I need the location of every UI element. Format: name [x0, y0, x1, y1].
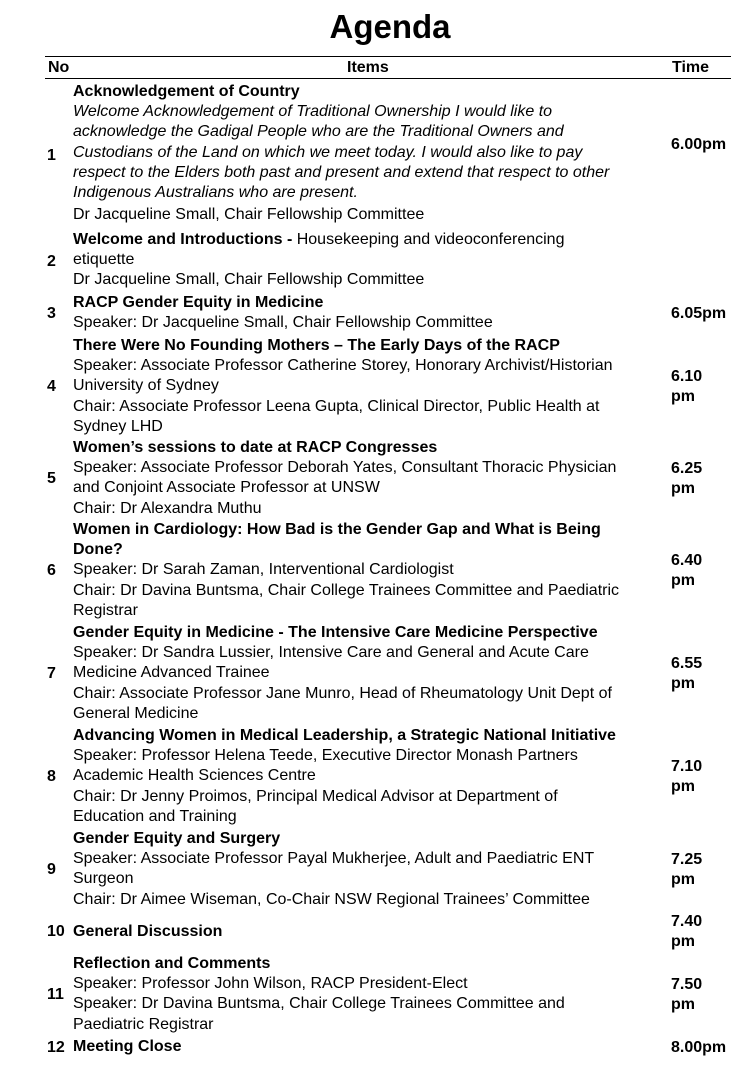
time-line: 6.40 [671, 551, 703, 569]
row-items [73, 293, 665, 333]
agenda-row [45, 336, 731, 438]
row-number: 5 [47, 470, 56, 487]
item-detail-line: Chair: Dr Davina Buntsma, Chair College Trainees Committee and Paediatric [73, 581, 620, 599]
agenda-row [45, 230, 731, 293]
item-detail-line: Medicine Advanced Trainee [73, 664, 270, 682]
item-detail-line: University of Sydney [73, 377, 219, 395]
item-detail-line: Sydney LHD [73, 417, 163, 435]
time-line: 6.25 [671, 459, 703, 477]
row-number: 1 [47, 146, 56, 164]
row-number: 11 [47, 986, 64, 1003]
item-title: Women in Cardiology: How Bad is the Gender Gap and What is Being [73, 521, 601, 538]
item-detail-line: Chair: Dr Jenny Proimos, Principal Medical Advisor at Department of [73, 787, 558, 805]
row-number: 4 [47, 378, 56, 395]
item-title: RACP Gender Equity in Medicine [73, 294, 324, 311]
item-detail-line: Speaker: Professor Helena Teede, Executive Director Monash Partners [73, 747, 578, 765]
row-number: 9 [47, 861, 56, 878]
item-title: Meeting Close [73, 1038, 182, 1055]
row-time [671, 911, 731, 953]
row-time [671, 520, 731, 622]
time-line: pm [671, 871, 695, 888]
row-time [671, 82, 731, 229]
item-title: Reflection and Comments [73, 955, 271, 972]
item-detail-line: General Medicine [73, 704, 199, 722]
row-items [73, 922, 665, 942]
item-detail-line: Education and Training [73, 807, 237, 825]
column-header-time: Time [672, 59, 710, 76]
time-line: 6.05pm [671, 304, 727, 322]
time-line: 6.00pm [671, 136, 727, 153]
item-title-suffix: Housekeeping and videoconferencing [296, 231, 565, 248]
item-detail-line: Dr Jacqueline Small, Chair Fellowship Committee [73, 206, 425, 224]
row-time [671, 293, 731, 335]
item-detail-line: Speaker: Dr Sandra Lussier, Intensive Care and General and Acute Care [73, 644, 589, 662]
agenda-row [45, 438, 731, 520]
row-items [73, 82, 665, 225]
agenda-row [45, 82, 731, 229]
item-detail-line: Speaker: Associate Professor Payal Mukherjee, Adult and Paediatric ENT [73, 850, 595, 868]
agenda-row [45, 726, 731, 828]
row-time [671, 726, 731, 828]
item-detail-line: Surgeon [73, 870, 134, 888]
time-line: pm [671, 933, 695, 950]
item-detail-line: Chair: Dr Alexandra Muthu [73, 499, 262, 517]
row-time [671, 1037, 731, 1059]
time-line: 6.10 [671, 367, 703, 385]
row-number: 10 [47, 923, 65, 940]
item-detail-line: etiquette [73, 251, 135, 269]
item-title: Acknowledgement of Country [73, 83, 300, 100]
item-title: Advancing Women in Medical Leadership, a Strategic National Initiative [73, 727, 616, 744]
row-items [73, 623, 665, 724]
item-detail-line: Paediatric Registrar [73, 1015, 214, 1033]
item-title-continued: Done? [73, 541, 123, 559]
row-time [671, 623, 731, 725]
time-line: pm [671, 778, 695, 795]
row-items [73, 829, 665, 910]
item-detail-line: Registrar [73, 601, 138, 619]
column-header-no: No [48, 59, 70, 76]
row-items [73, 438, 665, 519]
item-intro-line: acknowledge the Gadigal People who are the Traditional Owners and [73, 123, 564, 141]
row-time [671, 954, 731, 1036]
row-items [73, 726, 665, 827]
item-detail-line: Chair: Associate Professor Leena Gupta, Clinical Director, Public Health at [73, 397, 600, 415]
column-header-items: Items [347, 59, 389, 76]
item-detail-line: and Conjoint Associate Professor at UNSW [73, 479, 380, 497]
row-time [671, 438, 731, 520]
time-line: pm [671, 996, 695, 1013]
item-title: General Discussion [73, 923, 223, 940]
item-detail-line: Speaker: Associate Professor Catherine Storey, Honorary Archivist/Historian [73, 357, 613, 375]
time-line: pm [671, 675, 695, 692]
row-items [73, 520, 665, 621]
row-items [73, 954, 665, 1035]
header-top-rule [45, 56, 731, 57]
item-title-line [73, 230, 665, 250]
item-title: Welcome and Introductions - [73, 231, 297, 248]
item-title: Women’s sessions to date at RACP Congresses [73, 439, 438, 456]
time-line: pm [671, 480, 695, 497]
item-intro-line: Welcome Acknowledgement of Traditional Ownership I would like to [73, 103, 553, 121]
row-number: 6 [47, 562, 56, 579]
item-intro-line: Custodians of the Land on which we meet today. I would also like to pay [73, 143, 583, 161]
time-line: 7.25 [671, 850, 703, 868]
item-title: Gender Equity and Surgery [73, 830, 281, 847]
agenda-row [45, 623, 731, 725]
row-items [73, 336, 665, 437]
time-line: pm [671, 572, 695, 589]
row-items [73, 230, 665, 291]
row-time [671, 829, 731, 911]
item-detail-line: Academic Health Sciences Centre [73, 767, 316, 785]
agenda-row [45, 293, 731, 335]
agenda-row [45, 911, 731, 953]
time-line: pm [671, 388, 695, 405]
item-intro-line: Indigenous Australians who are present. [73, 184, 358, 202]
time-line: 6.55 [671, 654, 703, 672]
item-title: There Were No Founding Mothers – The Early Days of the RACP [73, 337, 560, 354]
time-line: 7.10 [671, 757, 703, 775]
agenda-row [45, 829, 731, 911]
row-number: 8 [47, 768, 56, 785]
agenda-row [45, 954, 731, 1036]
item-detail-line: Speaker: Dr Davina Buntsma, Chair College Trainees Committee and [73, 995, 565, 1013]
time-line: 7.40 [671, 912, 703, 930]
item-title: Gender Equity in Medicine - The Intensive Care Medicine Perspective [73, 624, 598, 641]
row-number: 7 [47, 665, 56, 682]
item-detail-line: Chair: Dr Aimee Wiseman, Co-Chair NSW Regional Trainees’ Committee [73, 890, 590, 908]
row-number: 12 [47, 1039, 65, 1056]
item-detail-line: Speaker: Associate Professor Deborah Yates, Consultant Thoracic Physician [73, 459, 617, 477]
time-line: 8.00pm [671, 1038, 727, 1056]
item-detail-line: Dr Jacqueline Small, Chair Fellowship Committee [73, 271, 425, 289]
row-number: 2 [47, 252, 56, 270]
item-detail-line: Speaker: Professor John Wilson, RACP President-Elect [73, 975, 468, 993]
agenda-row [45, 520, 731, 622]
item-intro-line: respect to the Elders both past and present and extend that respect to other [73, 163, 610, 181]
row-time [671, 336, 731, 438]
time-line: 7.50 [671, 975, 703, 993]
page-title: Agenda [329, 8, 451, 45]
row-items [73, 1037, 665, 1057]
item-detail-line: Chair: Associate Professor Jane Munro, Head of Rheumatology Unit Dept of [73, 684, 612, 702]
header-bottom-rule [45, 78, 731, 79]
item-detail-line: Speaker: Dr Sarah Zaman, Interventional Cardiologist [73, 561, 454, 579]
agenda-row [45, 1037, 731, 1059]
row-number: 3 [47, 305, 56, 322]
item-detail-line: Speaker: Dr Jacqueline Small, Chair Fellowship Committee [73, 314, 493, 332]
